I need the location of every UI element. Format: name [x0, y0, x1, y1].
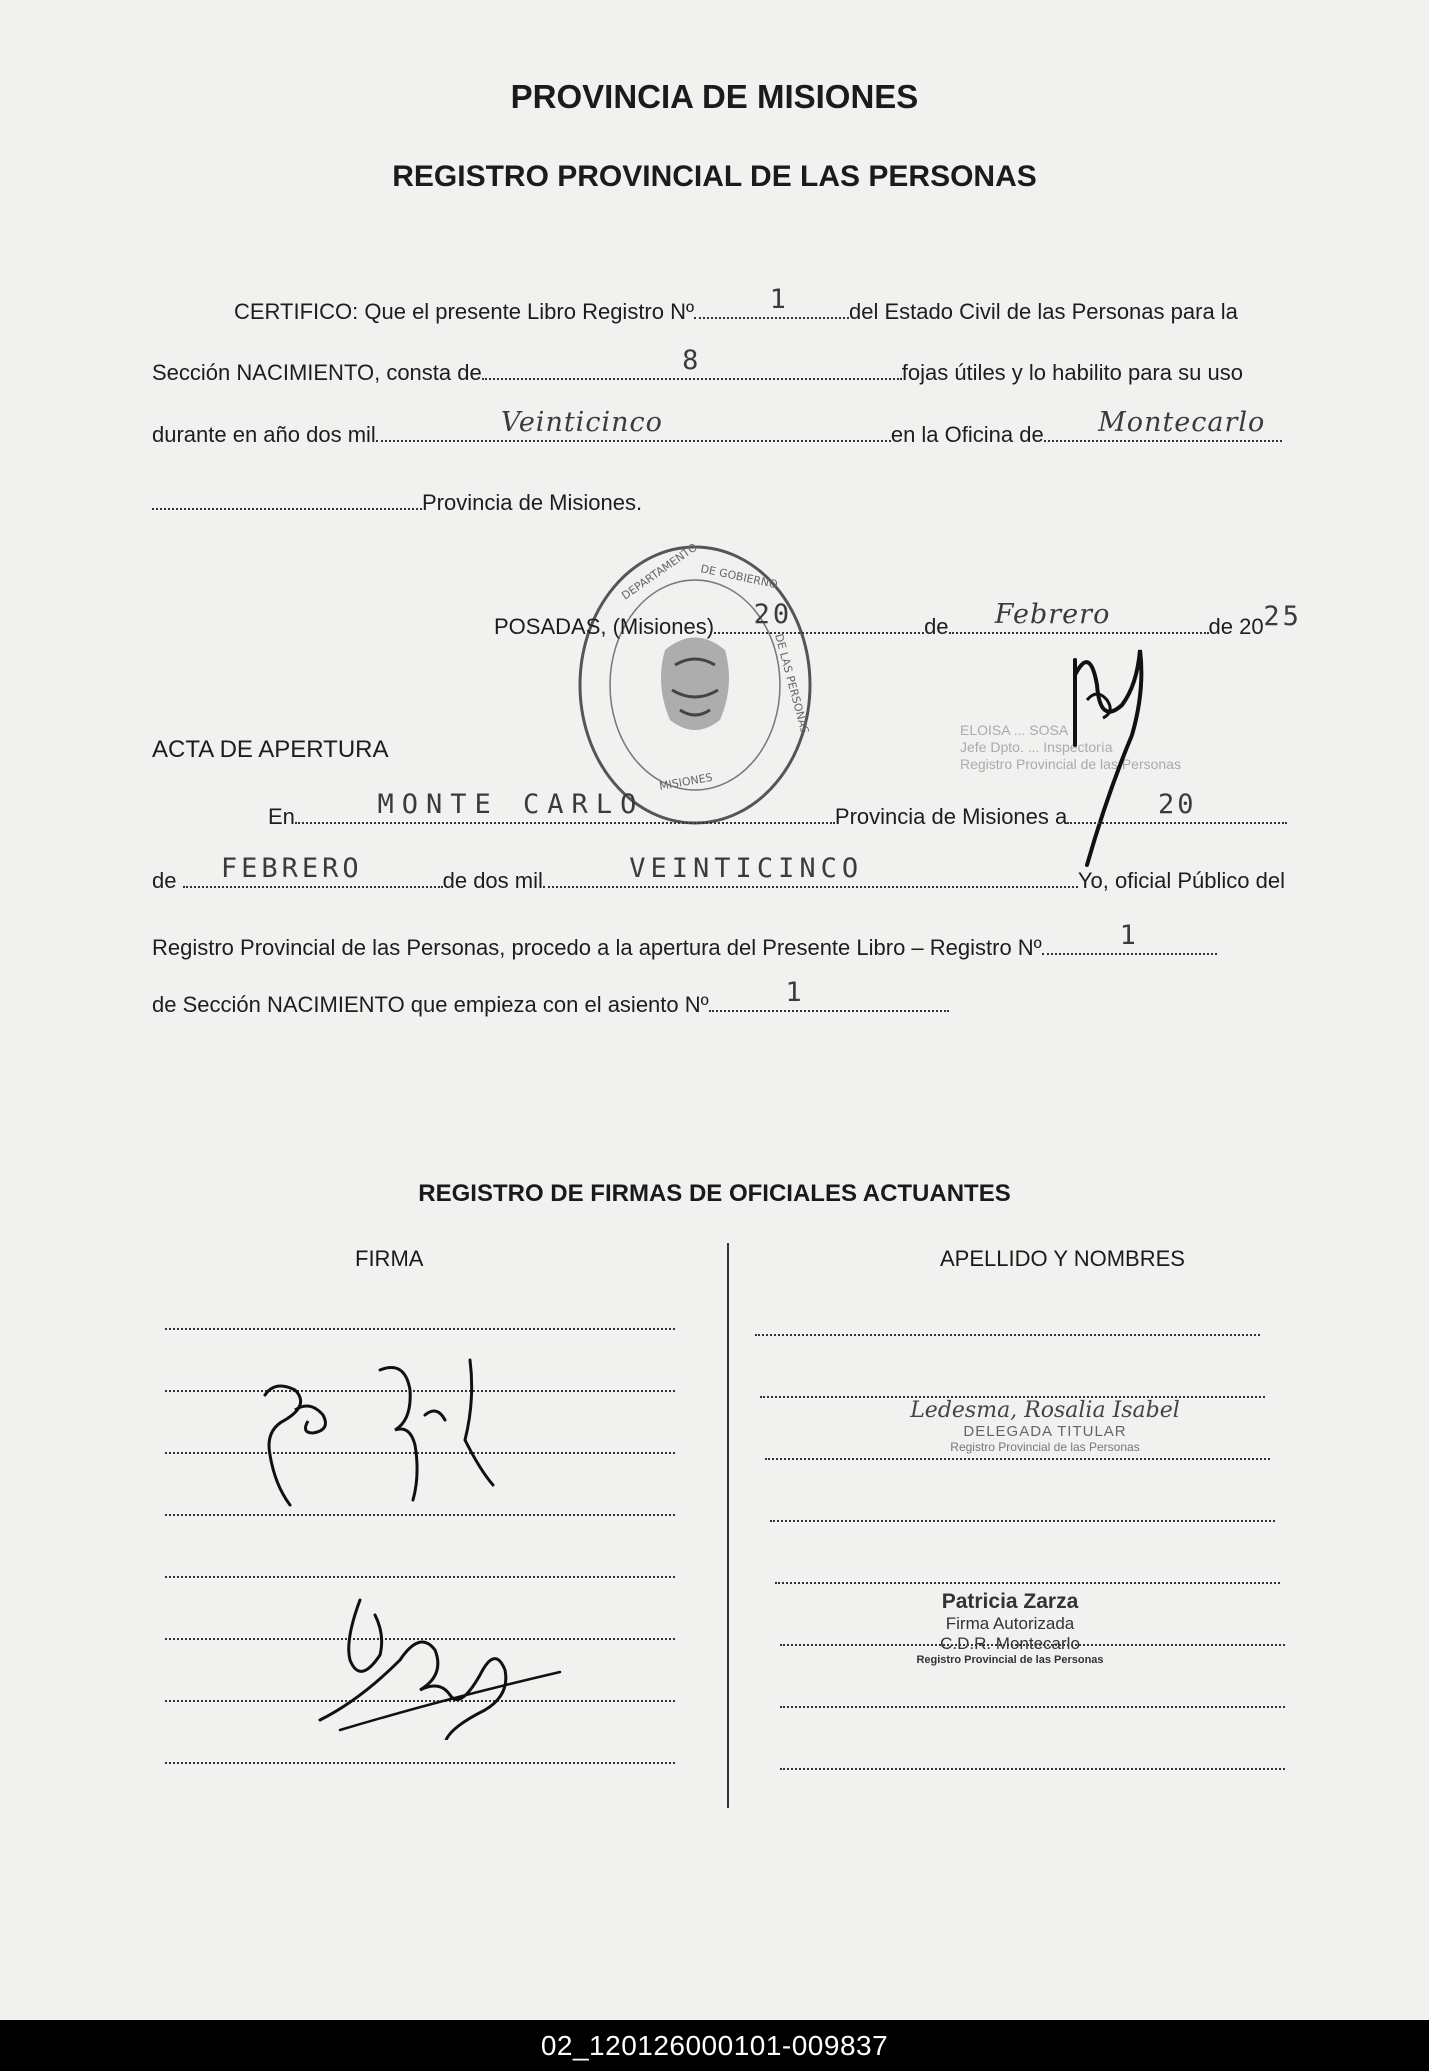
date-day-field: 20 [714, 612, 924, 634]
svg-text:DE GOBIERNO: DE GOBIERNO [699, 562, 779, 592]
firma-row [165, 1762, 675, 1764]
signatures-title: REGISTRO DE FIRMAS DE OFICIALES ACTUANTES [418, 1180, 1011, 1207]
office-field: Montecarlo [1044, 420, 1282, 442]
acta-line-1: En MONTE CARLO Provincia de Misiones a 20 [268, 802, 1287, 830]
officer-2-signature [300, 1590, 590, 1740]
nombres-row [775, 1582, 1280, 1584]
date-line: POSADAS, (Misiones) 20 de Febrero de 20 25 [494, 599, 1302, 639]
acta-heading: ACTA DE APERTURA [152, 736, 389, 763]
acta-day-field: 20 [1067, 802, 1287, 824]
date-month-field: Febrero [949, 612, 1209, 634]
officer-1-stamp: Ledesma, Rosalia Isabel DELEGADA TITULAR Registro Provincial de las Personas [910, 1398, 1180, 1454]
acta-entry-no-field: 1 [709, 990, 949, 1012]
acta-year-field: VEINTICINCO [543, 866, 1078, 888]
cert-line-2: Sección NACIMIENTO, consta de 8 fojas útiles y lo habilito para su uso [152, 345, 1243, 385]
official-seal [570, 540, 820, 830]
registry-title: REGISTRO PROVINCIAL DE LAS PERSONAS [392, 160, 1037, 193]
svg-text:MISIONES: MISIONES [658, 770, 714, 793]
column-divider [727, 1243, 729, 1808]
province-title: PROVINCIA DE MISIONES [510, 78, 919, 115]
book-no-field: 1 [694, 297, 849, 319]
acta-place-field: MONTE CARLO [295, 802, 835, 824]
cert-line-3: durante en año dos mil Veinticinco en la Oficina de Montecarlo [152, 420, 1282, 448]
acta-line-4: de Sección NACIMIENTO que empieza con el asiento Nº 1 [152, 990, 949, 1018]
officer-2-stamp: Patricia Zarza Firma Autorizada C.D.R. Montecarlo Registro Provincial de las Personas [916, 1590, 1104, 1666]
col-nombres: APELLIDO Y NOMBRES [940, 1246, 1185, 1271]
nombres-row [755, 1334, 1260, 1336]
cert-line-4-blank [152, 488, 422, 510]
document-id-bar: 02_120126000101-009837 [0, 2020, 1429, 2071]
svg-text:DE LAS PERSONAS: DE LAS PERSONAS [772, 632, 812, 736]
nombres-row [780, 1768, 1285, 1770]
nombres-row [770, 1520, 1275, 1522]
year-words-field: Veinticinco [376, 420, 891, 442]
nombres-row [780, 1706, 1285, 1708]
cert-line-4: Provincia de Misiones. [152, 488, 642, 516]
inspector-stamp: ELOISA ... SOSA Jefe Dpto. ... Inspectoría Registro Provincial de las Personas [960, 722, 1181, 772]
col-firma: FIRMA [355, 1246, 424, 1271]
date-year-field: 25 [1263, 601, 1302, 632]
acta-book-no-field: 1 [1042, 933, 1217, 955]
svg-text:DEPARTAMENTO: DEPARTAMENTO [619, 540, 700, 603]
firma-row [165, 1328, 675, 1330]
acta-line-2: de FEBRERO de dos mil VEINTICINCO Yo, oficial Público del [152, 853, 1285, 893]
acta-line-3: Registro Provincial de las Personas, procedo a la apertura del Presente Libro – Registro Nº 1 [152, 933, 1217, 961]
officer-1-signature [240, 1355, 560, 1515]
inspector-signature [1035, 630, 1165, 890]
firma-row [165, 1576, 675, 1578]
pages-field: 8 [482, 358, 902, 380]
cert-line-1: CERTIFICO: Que el presente Libro Registro Nº 1 del Estado Civil de las Personas para la [234, 284, 1238, 324]
acta-month-field: FEBRERO [183, 866, 443, 888]
nombres-row [765, 1458, 1270, 1460]
